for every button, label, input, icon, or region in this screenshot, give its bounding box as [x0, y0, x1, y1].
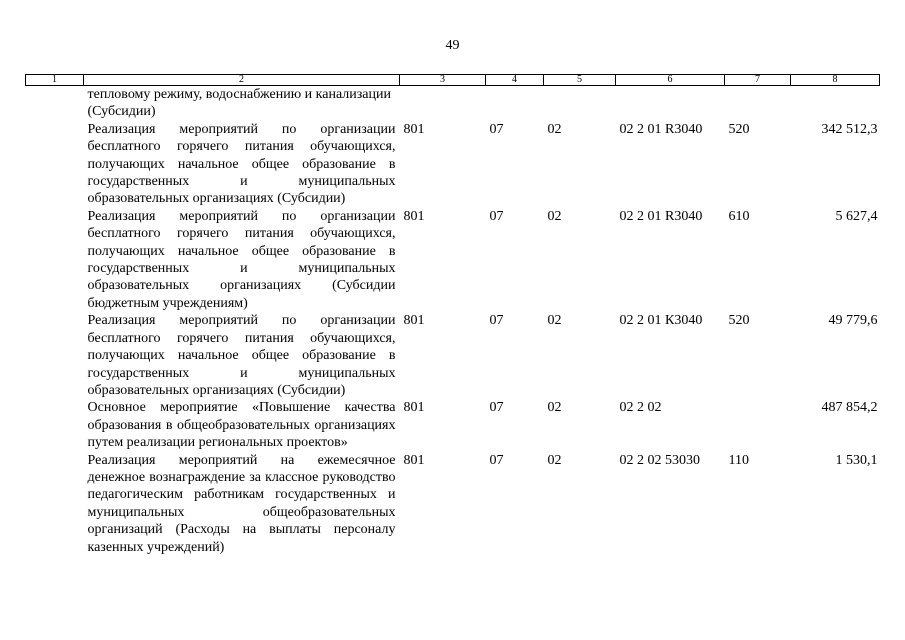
row-amount: 5 627,4	[835, 208, 878, 224]
row-grbs: 801	[403, 313, 425, 329]
row-name: Реализация мероприятий на ежемесячное денежное вознаграждение за классное руководство педагогическим работникам государственных и муниципальных общеобразовательных организаций (Расходы на выплаты персоналу казенных учреждений)	[87, 452, 396, 555]
row-grbs: 801	[403, 400, 425, 416]
row-expense-type: 110	[728, 452, 749, 468]
row-name: Основное мероприятие «Повышение качества образования в общеобразовательных организациях путем реализации региональных проектов»	[87, 400, 396, 451]
row-name: Реализация мероприятий по организации бесплатного горячего питания обучающихся, получающих начальное общее образование в государственных и муниципальных образовательных организациях (Субсидии бюджетным учреждениям)	[87, 208, 396, 311]
column-number-6: 6	[616, 75, 725, 86]
row-subsection: 02	[547, 452, 562, 468]
row-section: 07	[489, 400, 504, 416]
row-section: 07	[489, 121, 504, 137]
row-amount: 342 512,3	[821, 121, 878, 137]
row-grbs: 801	[403, 452, 425, 468]
row-target-article: 02 2 01 R3040	[619, 121, 703, 137]
column-number-7: 7	[725, 75, 791, 86]
row-subsection: 02	[547, 121, 562, 137]
row-target-article: 02 2 01 К3040	[619, 313, 703, 329]
row-expense-type: 610	[728, 208, 750, 224]
row-subsection: 02	[547, 208, 562, 224]
row-section: 07	[489, 208, 504, 224]
row-target-article: 02 2 02	[619, 400, 662, 416]
row-section: 07	[489, 313, 504, 329]
row-name: Реализация мероприятий по организации бесплатного горячего питания обучающихся, получающих начальное общее образование в государственных и муниципальных образовательных организациях (Субсидии)	[87, 121, 396, 207]
table-row	[26, 452, 880, 556]
row-grbs: 801	[403, 208, 425, 224]
column-number-5: 5	[544, 75, 616, 86]
continuation-text: тепловому режиму, водоснабжению и канализации (Субсидии)	[87, 87, 392, 120]
row-expense-type: 520	[728, 121, 750, 137]
row-amount: 1 530,1	[835, 452, 878, 468]
row-target-article: 02 2 01 R3040	[619, 208, 703, 224]
column-number-1: 1	[26, 75, 84, 86]
row-amount: 49 779,6	[828, 313, 878, 329]
budget-table	[25, 74, 880, 556]
column-number-3: 3	[400, 75, 486, 86]
row-grbs: 801	[403, 121, 425, 137]
row-expense-type	[725, 399, 791, 451]
column-number-4: 4	[486, 75, 544, 86]
row-target-article: 02 2 02 53030	[619, 452, 700, 468]
table-row	[26, 121, 880, 208]
table-row	[26, 208, 880, 312]
row-amount: 487 854,2	[821, 400, 878, 416]
page-number: 49	[445, 38, 460, 53]
row-expense-type: 520	[728, 313, 750, 329]
table-row	[26, 312, 880, 399]
row-subsection: 02	[547, 400, 562, 416]
continuation-row	[26, 86, 880, 121]
column-number-header	[26, 75, 880, 86]
row-section: 07	[489, 452, 504, 468]
row-name: Реализация мероприятий по организации бесплатного горячего питания обучающихся, получающих начальное общее образование в государственных и муниципальных образовательных организациях (Субсидии)	[87, 313, 396, 398]
table-row	[26, 399, 880, 451]
column-number-2: 2	[84, 75, 400, 86]
row-subsection: 02	[547, 313, 562, 329]
column-number-8: 8	[791, 75, 880, 86]
